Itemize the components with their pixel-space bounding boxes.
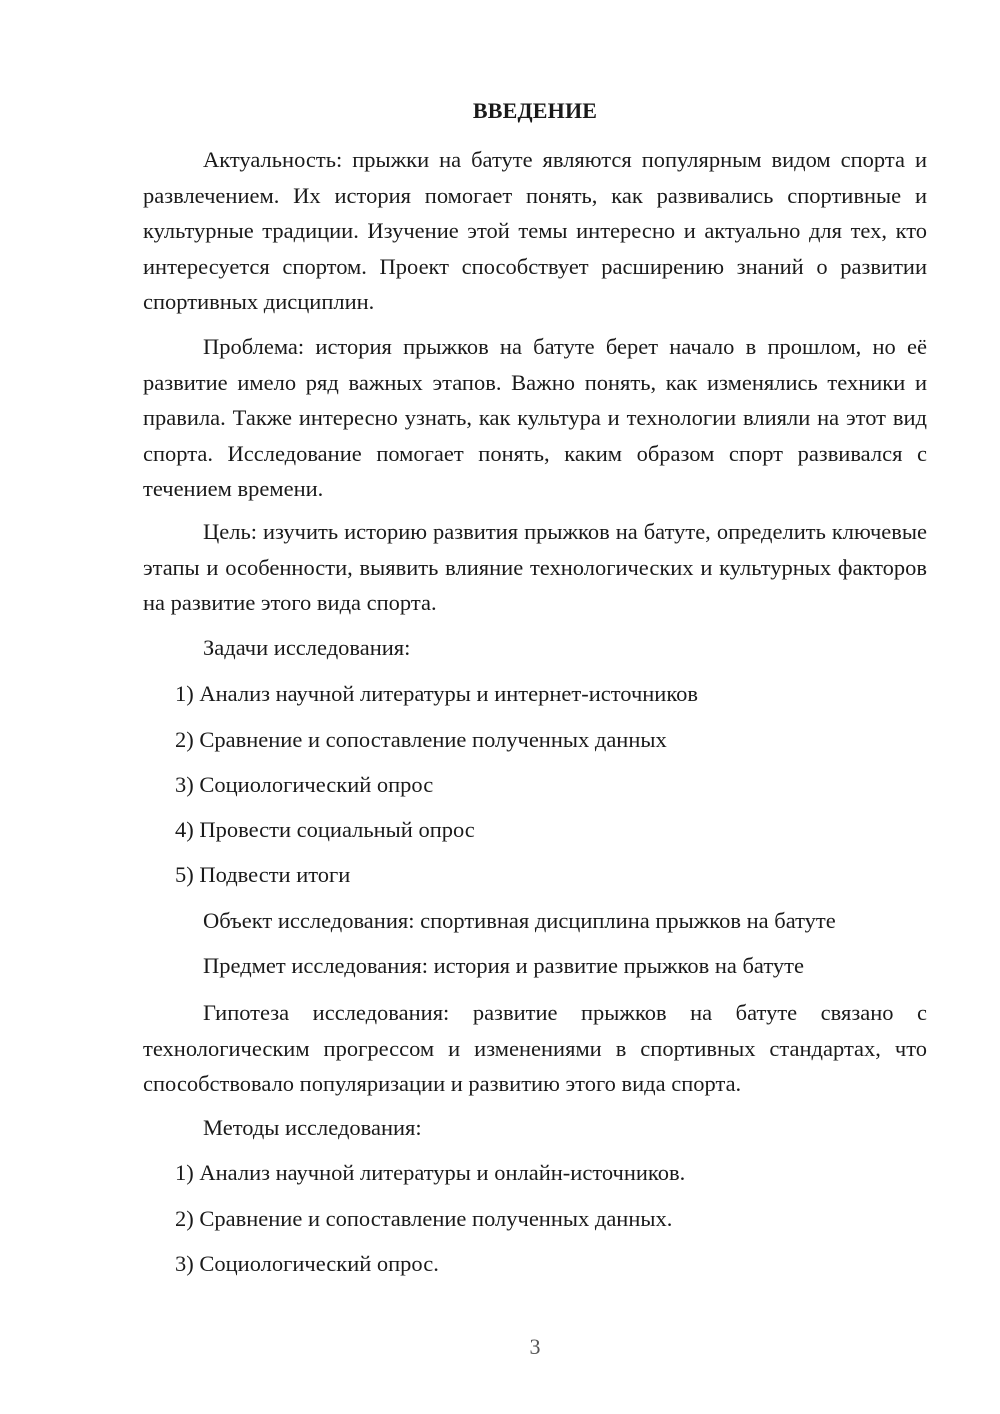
hypothesis-paragraph: Гипотеза исследования: развитие прыжков на батуте связано с технологическим прогрессом и изменениями в спортивных стандартах, что способствовало популяризации и развитию этого вида спорта. [143, 1000, 927, 1096]
method-item-3: 3) Социологический опрос. [175, 1251, 439, 1276]
method-item-2: 2) Сравнение и сопоставление полученных данных. [175, 1206, 673, 1231]
task-item-1: 1) Анализ научной литературы и интернет-источников [175, 681, 699, 706]
problem-paragraph: Проблема: история прыжков на батуте берет начало в прошлом, но её развитие имело ряд важных этапов. Важно понять, как изменялись техники и правила. Также интересно узнать, как культура и технологии влияли на этот вид спорта. Исследование помогает понять, каким образом спорт развивался с течением времени. [143, 334, 927, 501]
tasks-heading: Задачи исследования: [203, 635, 411, 660]
relevance-paragraph: Актуальность: прыжки на батуте являются популярным видом спорта и развлечением. Их история помогает понять, как развивались спортивные и культурные традиции. Изучение этой темы интересно и актуально для тех, кто интересуется спортом. Проект способствует расширению знаний о развитии спортивных дисциплин. [143, 147, 927, 314]
object-line: Объект исследования: спортивная дисциплина прыжков на батуте [203, 908, 836, 933]
document-page [143, 0, 927, 1414]
goal-paragraph: Цель: изучить историю развития прыжков на батуте, определить ключевые этапы и особенности, выявить влияние технологических и культурных факторов на развитие этого вида спорта. [143, 519, 927, 615]
method-item-1: 1) Анализ научной литературы и онлайн-источников. [175, 1160, 686, 1185]
task-item-3: 3) Социологический опрос [175, 772, 434, 797]
page-title: ВВЕДЕНИЕ [472, 98, 598, 123]
methods-heading: Методы исследования: [203, 1115, 422, 1140]
task-item-5: 5) Подвести итоги [175, 862, 351, 887]
task-item-2: 2) Сравнение и сопоставление полученных данных [175, 727, 667, 752]
task-item-4: 4) Провести социальный опрос [175, 817, 475, 842]
page-number: 3 [529, 1334, 541, 1359]
subject-line: Предмет исследования: история и развитие прыжков на батуте [203, 953, 804, 978]
